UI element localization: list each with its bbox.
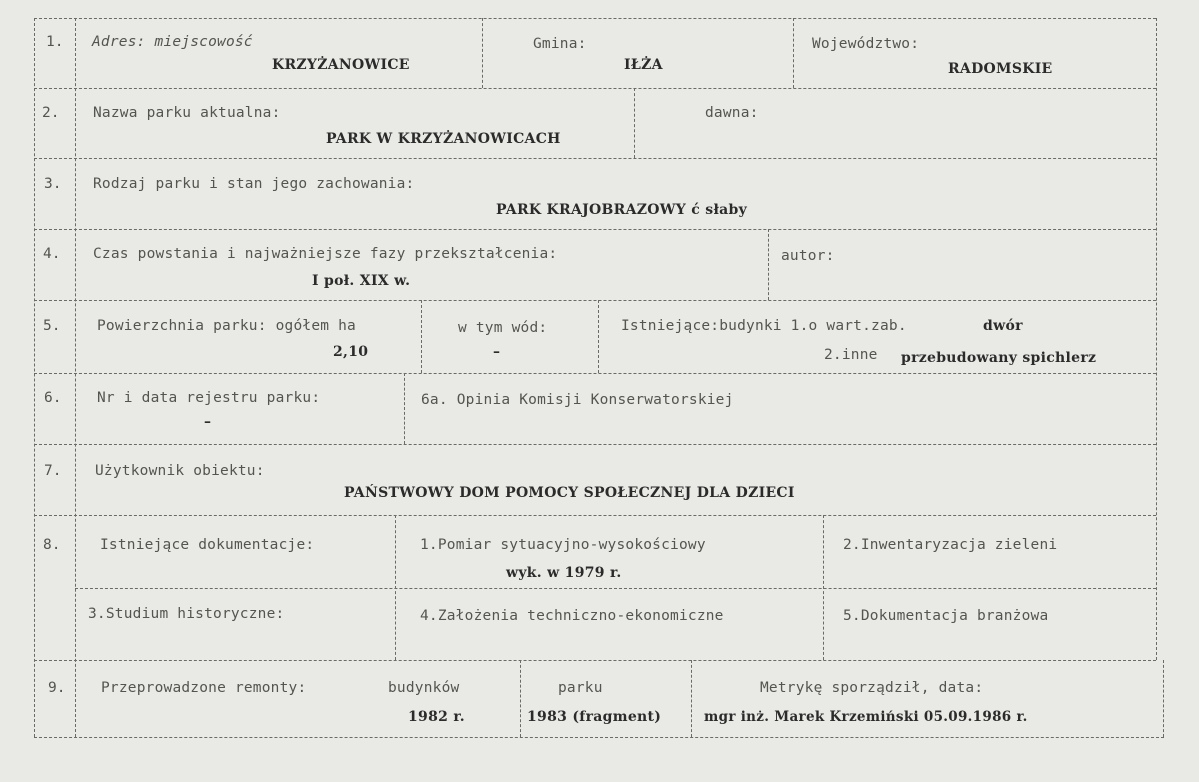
rule bbox=[34, 373, 1156, 374]
row-number: 6. bbox=[44, 390, 62, 406]
rule bbox=[75, 18, 76, 737]
voivodeship-value: RADOMSKIE bbox=[948, 61, 1053, 77]
register-value: – bbox=[204, 414, 212, 430]
voivodeship-label: Województwo: bbox=[812, 36, 920, 52]
address-label: Adres: miejscowość bbox=[92, 34, 253, 50]
row-number: 9. bbox=[48, 680, 66, 696]
former-name-label: dawna: bbox=[705, 105, 759, 121]
renovations-label: Przeprowadzone remonty: bbox=[101, 680, 307, 696]
branch-documentation-label: 5.Dokumentacja branżowa bbox=[843, 608, 1049, 624]
rule bbox=[634, 88, 635, 158]
prepared-by-value: mgr inż. Marek Krzemiński 05.09.1986 r. bbox=[704, 709, 1028, 725]
greenery-inventory-label: 2.Inwentaryzacja zieleni bbox=[843, 537, 1058, 553]
row-number: 5. bbox=[43, 318, 61, 334]
area-label: Powierzchnia parku: ogółem ha bbox=[97, 318, 356, 334]
park-type-value: PARK KRAJOBRAZOWY ć słaby bbox=[496, 202, 748, 218]
rule bbox=[520, 660, 521, 737]
park-renovation-value: 1983 (fragment) bbox=[527, 709, 662, 725]
water-label: w tym wód: bbox=[458, 320, 548, 336]
rule bbox=[34, 300, 1156, 301]
row-number: 3. bbox=[44, 176, 62, 192]
origin-value: I poł. XIX w. bbox=[312, 273, 411, 289]
rule bbox=[404, 373, 405, 444]
park-renovation-label: parku bbox=[558, 680, 603, 696]
buildings-renovation-value: 1982 r. bbox=[408, 709, 465, 725]
rule bbox=[34, 18, 35, 737]
park-name-label: Nazwa parku aktualna: bbox=[93, 105, 281, 121]
rule bbox=[1156, 18, 1157, 660]
register-label: Nr i data rejestru parku: bbox=[97, 390, 321, 406]
water-value: – bbox=[493, 344, 501, 360]
buildings-renovation-label: budynków bbox=[388, 680, 460, 696]
rule bbox=[598, 300, 599, 373]
survey-value: wyk. w 1979 r. bbox=[506, 565, 622, 581]
author-label: autor: bbox=[781, 248, 835, 264]
park-name-value: PARK W KRZYŻANOWICACH bbox=[326, 131, 561, 147]
rule bbox=[34, 18, 1156, 19]
technical-assumptions-label: 4.Założenia techniczno-ekonomiczne bbox=[420, 608, 724, 624]
rule bbox=[34, 737, 1164, 738]
row-number: 4. bbox=[43, 246, 61, 262]
row-number: 8. bbox=[43, 537, 61, 553]
historical-study-label: 3.Studium historyczne: bbox=[88, 606, 285, 622]
row-number: 1. bbox=[46, 34, 64, 50]
rule bbox=[34, 229, 1156, 230]
rule bbox=[768, 229, 769, 300]
documentation-label: Istniejące dokumentacje: bbox=[100, 537, 315, 553]
park-type-label: Rodzaj parku i stan jego zachowania: bbox=[93, 176, 415, 192]
rule bbox=[421, 300, 422, 373]
buildings-value: dwór bbox=[983, 318, 1023, 334]
rule bbox=[34, 515, 1156, 516]
other-buildings-value: przebudowany spichlerz bbox=[901, 350, 1097, 366]
commune-label: Gmina: bbox=[533, 36, 587, 52]
other-buildings-label: 2.inne bbox=[824, 347, 878, 363]
rule bbox=[1163, 660, 1164, 737]
locality-value: KRZYŻANOWICE bbox=[272, 57, 410, 73]
rule bbox=[34, 444, 1156, 445]
rule bbox=[691, 660, 692, 737]
rule bbox=[75, 588, 1156, 589]
origin-label: Czas powstania i najważniejsze fazy przekształcenia: bbox=[93, 246, 558, 262]
survey-label: 1.Pomiar sytuacyjno-wysokościowy bbox=[420, 537, 706, 553]
rule bbox=[34, 158, 1156, 159]
buildings-label: Istniejące:budynki 1.o wart.zab. bbox=[621, 318, 907, 334]
owner-label: Użytkownik obiektu: bbox=[95, 463, 265, 479]
rule bbox=[34, 88, 1156, 89]
rule bbox=[395, 515, 396, 660]
area-value: 2,10 bbox=[333, 344, 369, 360]
rule bbox=[793, 18, 794, 88]
rule bbox=[823, 515, 824, 660]
rule bbox=[482, 18, 483, 88]
rule bbox=[34, 660, 1156, 661]
prepared-by-label: Metrykę sporządził, data: bbox=[760, 680, 984, 696]
owner-value: PAŃSTWOWY DOM POMOCY SPOŁECZNEJ DLA DZIECI bbox=[344, 485, 795, 501]
row-number: 7. bbox=[44, 463, 62, 479]
row-number: 2. bbox=[42, 105, 60, 121]
opinion-label: 6a. Opinia Komisji Konserwatorskiej bbox=[421, 392, 734, 408]
commune-value: IŁŻA bbox=[624, 57, 663, 73]
